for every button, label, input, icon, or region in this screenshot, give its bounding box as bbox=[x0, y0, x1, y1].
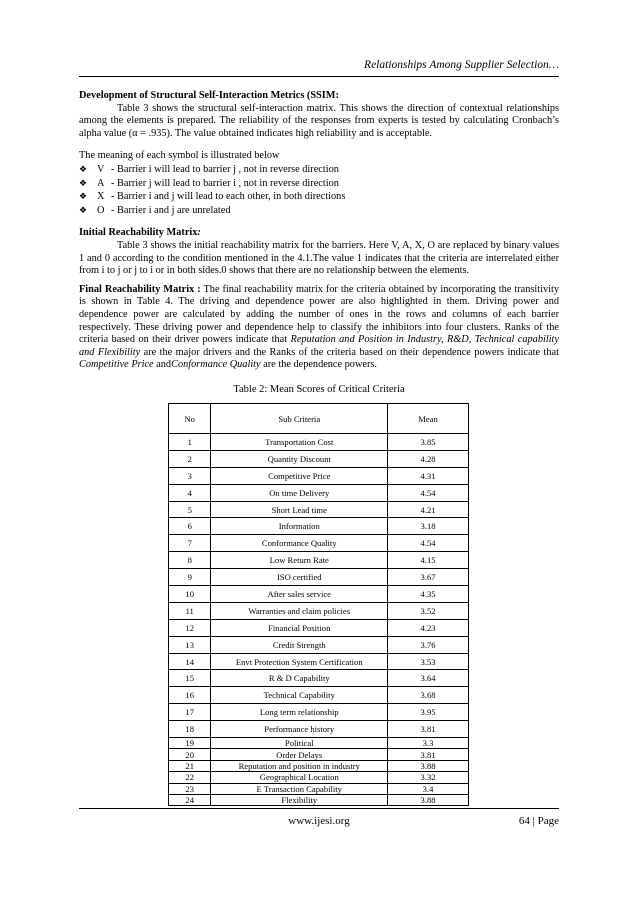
cell-no: 3 bbox=[169, 467, 211, 484]
symbol-list bbox=[79, 163, 559, 217]
cell-no: 14 bbox=[169, 653, 211, 670]
cell-mean: 4.28 bbox=[388, 450, 469, 467]
section-heading-ssim: Development of Structural Self-Interaction Metrics (SSIM: bbox=[79, 90, 339, 101]
cell-no: 24 bbox=[169, 794, 211, 805]
footer-rule bbox=[79, 808, 559, 809]
cell-sub-criteria: Envt Protection System Certification bbox=[211, 653, 388, 670]
running-header: Relationships Among Supplier Selection… bbox=[364, 59, 559, 71]
cell-no: 9 bbox=[169, 569, 211, 586]
table-row bbox=[169, 552, 469, 569]
cell-no: 4 bbox=[169, 484, 211, 501]
cell-mean: 3.53 bbox=[388, 653, 469, 670]
cell-mean: 3.81 bbox=[388, 721, 469, 738]
cell-no: 6 bbox=[169, 518, 211, 535]
symbol-meaning: - Barrier i and j will lead to each other, in both directions bbox=[111, 191, 346, 203]
symbol-meaning: - Barrier i and j are unrelated bbox=[111, 204, 231, 216]
italic-dependence-2: Conformance Quality bbox=[171, 359, 261, 371]
cell-sub-criteria: On time Delivery bbox=[211, 484, 388, 501]
table-row bbox=[169, 501, 469, 518]
symbol-letter: O bbox=[97, 204, 105, 216]
section-heading-initial: Initial Reachability Matrix bbox=[79, 227, 198, 239]
cell-mean: 4.31 bbox=[388, 467, 469, 484]
cell-no: 7 bbox=[169, 535, 211, 552]
paragraph-text: and bbox=[153, 359, 172, 371]
table-caption: Table 2: Mean Scores of Critical Criteria bbox=[233, 384, 405, 395]
cell-mean: 4.54 bbox=[388, 484, 469, 501]
table-row bbox=[169, 721, 469, 738]
cell-mean: 3.4 bbox=[388, 783, 469, 794]
cell-sub-criteria: Credit Strength bbox=[211, 636, 388, 653]
cell-no: 8 bbox=[169, 552, 211, 569]
table-row bbox=[169, 619, 469, 636]
symbol-letter: X bbox=[97, 191, 105, 203]
italic-drivers: Reputation and Position in Industry, R&D, Technical capability and Flexibility bbox=[79, 334, 559, 358]
cell-no: 23 bbox=[169, 783, 211, 794]
table-row bbox=[169, 569, 469, 586]
table-row bbox=[169, 738, 469, 749]
cell-mean: 3.52 bbox=[388, 602, 469, 619]
cell-no: 5 bbox=[169, 501, 211, 518]
table-row bbox=[169, 434, 469, 451]
symbols-intro: The meaning of each symbol is illustrated below bbox=[79, 150, 280, 162]
cell-mean: 4.54 bbox=[388, 535, 469, 552]
list-item bbox=[79, 177, 559, 191]
cell-no: 11 bbox=[169, 602, 211, 619]
cell-sub-criteria: Reputation and position in industry bbox=[211, 760, 388, 771]
italic-dependence-1: Competitive Price bbox=[79, 359, 154, 371]
cell-sub-criteria: Geographical Location bbox=[211, 772, 388, 783]
column-header-sub-criteria: Sub Criteria bbox=[211, 404, 388, 434]
cell-sub-criteria: Order Delays bbox=[211, 749, 388, 760]
cell-mean: 3.68 bbox=[388, 687, 469, 704]
section-initial-reachability bbox=[79, 227, 559, 240]
cell-no: 21 bbox=[169, 760, 211, 771]
heading-colon: : bbox=[197, 227, 201, 239]
cell-no: 1 bbox=[169, 434, 211, 451]
cell-no: 13 bbox=[169, 636, 211, 653]
table-row bbox=[169, 794, 469, 805]
cell-sub-criteria: Performance history bbox=[211, 721, 388, 738]
cell-mean: 3.32 bbox=[388, 772, 469, 783]
cell-no: 16 bbox=[169, 687, 211, 704]
symbol-meaning: - Barrier j will lead to barrier i , not in reverse direction bbox=[111, 177, 339, 189]
cell-no: 22 bbox=[169, 772, 211, 783]
cell-mean: 3.3 bbox=[388, 738, 469, 749]
table-row bbox=[169, 602, 469, 619]
cell-sub-criteria: Political bbox=[211, 738, 388, 749]
cell-mean: 4.35 bbox=[388, 586, 469, 603]
final-reachability-paragraph bbox=[79, 284, 559, 372]
cell-no: 2 bbox=[169, 450, 211, 467]
cell-mean: 3.88 bbox=[388, 760, 469, 771]
cell-mean: 3.18 bbox=[388, 518, 469, 535]
paragraph-text: are the major drivers and the Ranks of the criteria based on their dependence powers indicate that bbox=[140, 346, 559, 358]
ssim-paragraph: Table 3 shows the structural self-interaction matrix. This shows the direction of contextual relationships among the elements is prepared. The reliability of the responses from experts is tested by calculating Cronbach’s alpha value (α = .935). The value obtained indicates high reliability and is acceptable. bbox=[79, 102, 559, 139]
cell-sub-criteria: After sales service bbox=[211, 586, 388, 603]
cell-sub-criteria: Long term relationship bbox=[211, 704, 388, 721]
cell-sub-criteria: Low Return Rate bbox=[211, 552, 388, 569]
cell-sub-criteria: E Transaction Capability bbox=[211, 783, 388, 794]
cell-sub-criteria: Transportation Cost bbox=[211, 434, 388, 451]
table-row bbox=[169, 586, 469, 603]
cell-mean: 3.64 bbox=[388, 670, 469, 687]
initial-reachability-paragraph: Table 3 shows the initial reachability matrix for the barriers. Here V, A, X, O are replaced by binary values 1 and 0 according to the condition mentioned in the 4.1.The value 1 indicates that the criteria are interrelated either from i to j or j to i or in both sides.0 shows that there are no relationship between the elements. bbox=[79, 239, 559, 277]
column-header-no: No bbox=[169, 404, 211, 434]
cell-sub-criteria: Quantity Discount bbox=[211, 450, 388, 467]
symbol-letter: A bbox=[97, 177, 105, 189]
body-text bbox=[79, 90, 559, 372]
cell-mean: 4.21 bbox=[388, 501, 469, 518]
table-row bbox=[169, 749, 469, 760]
table-row bbox=[169, 636, 469, 653]
section-heading-final: Final Reachability Matrix : bbox=[79, 283, 201, 295]
cell-mean: 3.88 bbox=[388, 794, 469, 805]
diamond-bullet-icon: ❖ bbox=[79, 177, 88, 188]
table-header-row bbox=[169, 404, 469, 434]
cell-sub-criteria: Technical Capability bbox=[211, 687, 388, 704]
cell-sub-criteria: R & D Capability bbox=[211, 670, 388, 687]
table-row bbox=[169, 653, 469, 670]
symbol-letter: V bbox=[97, 163, 105, 175]
cell-no: 17 bbox=[169, 704, 211, 721]
diamond-bullet-icon: ❖ bbox=[79, 191, 88, 202]
table-row bbox=[169, 687, 469, 704]
cell-sub-criteria: Flexibility bbox=[211, 794, 388, 805]
table-row bbox=[169, 518, 469, 535]
table-row bbox=[169, 484, 469, 501]
cell-sub-criteria: Warranties and claim policies bbox=[211, 602, 388, 619]
page-number: 64 | Page bbox=[518, 815, 559, 827]
header-rule bbox=[79, 76, 559, 77]
diamond-bullet-icon: ❖ bbox=[79, 163, 88, 174]
cell-no: 12 bbox=[169, 619, 211, 636]
cell-mean: 3.85 bbox=[388, 434, 469, 451]
mean-scores-table bbox=[168, 403, 469, 806]
cell-mean: 3.95 bbox=[388, 704, 469, 721]
cell-no: 10 bbox=[169, 586, 211, 603]
table-row bbox=[169, 535, 469, 552]
cell-sub-criteria: Financial Position bbox=[211, 619, 388, 636]
footer-url: www.ijesi.org bbox=[288, 815, 350, 827]
cell-mean: 3.81 bbox=[388, 749, 469, 760]
cell-mean: 4.23 bbox=[388, 619, 469, 636]
table-row bbox=[169, 450, 469, 467]
cell-sub-criteria: Conformance Quality bbox=[211, 535, 388, 552]
section-ssim bbox=[79, 90, 559, 103]
column-header-mean: Mean bbox=[388, 404, 469, 434]
table-row bbox=[169, 783, 469, 794]
paragraph-text: The final reachability matrix for the criteria obtained by incorporating the transitivity is shown in Table 4. The driving and dependence power are also highlighted in them. Driving power and dependence power are calculated by adding the number of ones in the rows and columns of each barrier respectively. These driving power and dependence help to classify the inhibitors into four clusters. Ranks of the criteria based on their driver powers indicate that bbox=[79, 283, 560, 346]
cell-sub-criteria: ISO certified bbox=[211, 569, 388, 586]
cell-mean: 3.76 bbox=[388, 636, 469, 653]
cell-mean: 4.15 bbox=[388, 552, 469, 569]
cell-no: 19 bbox=[169, 738, 211, 749]
cell-sub-criteria: Competitive Price bbox=[211, 467, 388, 484]
cell-sub-criteria: Information bbox=[211, 518, 388, 535]
cell-no: 18 bbox=[169, 721, 211, 738]
symbol-meaning: - Barrier i will lead to barrier j , not in reverse direction bbox=[111, 163, 339, 175]
table-row bbox=[169, 670, 469, 687]
table-row bbox=[169, 760, 469, 771]
cell-no: 20 bbox=[169, 749, 211, 760]
diamond-bullet-icon: ❖ bbox=[79, 204, 88, 215]
cell-mean: 3.67 bbox=[388, 569, 469, 586]
list-item bbox=[79, 190, 559, 204]
list-item bbox=[79, 204, 559, 218]
list-item bbox=[79, 163, 559, 177]
cell-no: 15 bbox=[169, 670, 211, 687]
paragraph-text: are the dependence powers. bbox=[260, 359, 377, 371]
cell-sub-criteria: Short Lead time bbox=[211, 501, 388, 518]
table-row bbox=[169, 772, 469, 783]
table-row bbox=[169, 467, 469, 484]
table-row bbox=[169, 704, 469, 721]
